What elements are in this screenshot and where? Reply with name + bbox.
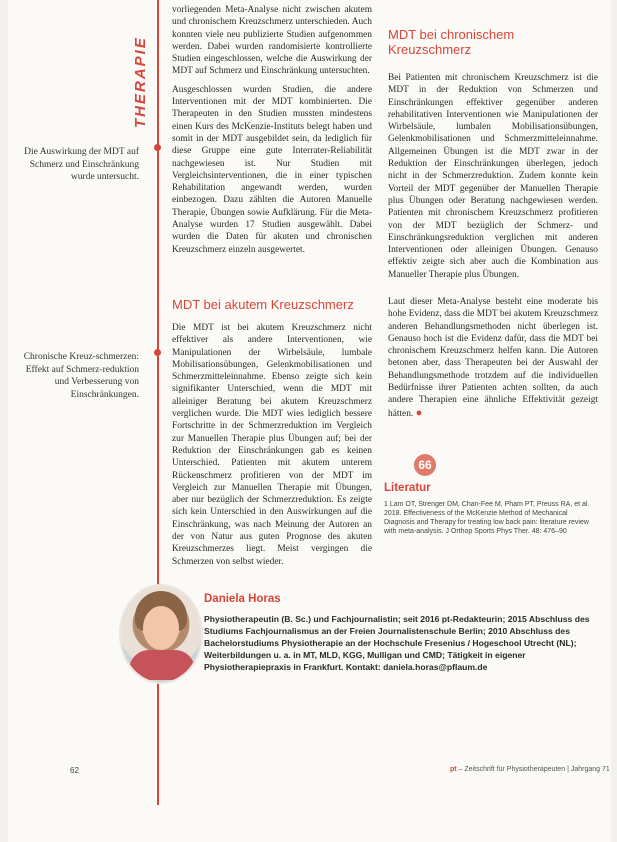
end-mark-icon: ● — [415, 406, 423, 419]
journal-text: – Zeitschrift für Physiotherapeuten | Jahrgang 71 — [458, 766, 610, 773]
author-box — [186, 593, 596, 691]
section-heading: MDT bei chronischem Kreuzschmerz — [388, 27, 515, 57]
margin-note: Chronische Kreuz-schmerzen: Effekt auf Schmerz-reduktion und Verbesserung von Einschränkungen. — [23, 352, 139, 400]
paragraph — [388, 296, 598, 420]
page-number: 62 — [70, 766, 79, 775]
literature-reference: 1 Lam OT, Strenger DM, Chan-Fee M, Pham PT, Preuss RA, et al. 2018. Effectiveness of the McKenzie Method of Mechanical Diagnosis and Therapy for treating low back pain: literature review with meta-analysis. J Orthop Sports Phys Ther. 48: 476–90 — [384, 501, 590, 535]
left-column-continued — [172, 322, 372, 574]
quote-icon: 66 — [414, 454, 436, 476]
left-column — [172, 4, 372, 262]
section-heading: MDT bei akutem Kreuzschmerz — [172, 297, 354, 312]
section-tag: THERAPIE — [132, 36, 149, 128]
journal-footer — [450, 766, 610, 773]
margin-note-marker — [154, 349, 161, 356]
paragraph: Ausgeschlossen wurden Studien, die andere Interventionen mit der MDT kombinierten. Die Therapeuten in den Studien mussten mindestens einen Kurs des McKenzie-Instituts belegt haben und somit in der MDT ausgebildet sein, da lediglich für diese Gruppe eine gute Interrater-Reliabilität nachgewiesen ist. Nur Studien mit Vergleichsinterventionen, die in einer typischen Rehabilitation angewandt werden, wurden einbezogen. Dazu zählten die Autoren Manuelle Therapie, Übungen sowie Aufklärung. Für die Meta-Analyse wurden 17 Studien ausgewählt. Dabei wurden die Daten für akuten und chronischen Kreuzschmerz einzeln ausgewertet. — [172, 84, 372, 255]
paragraph: vorliegenden Meta-Analyse nicht zwischen akutem und chronischem Kreuzschmerz unterschieden. Auch konnten viele neu publizierte Studien aufgenommen werden. Dabei wurden randomisierte kontrollierte Studien eingeschlossen, welche die Auswirkung der MDT auf Schmerz und Einschränkung untersuchten. — [172, 5, 372, 77]
right-column — [388, 72, 598, 287]
margin-note-marker — [154, 144, 161, 151]
paragraph: Bei Patienten mit chronischem Kreuzschmerz ist die MDT in der Reduktion von Schmerzen und Einschränkungen effektiver gegenüber anderen rehabilitativen Interventionen wie Manipulationen der Wirbelsäule, lumbalen Mobilisationsübungen, Gelenkmobilisationen und Schmerzmitteleinnahme. Allgemeinen Übungen ist die MDT zwar in der Reduktion der Einschränkungen überlegen, jedoch nicht in der Schmerzreduktion. Zudem konnte kein Vorteil der MDT gegenüber der Manuellen Therapie plus Übungen oder Beratung nachgewiesen werden. Patienten mit chronischem Kreuzschmerz profitieren von der MDT bezüglich der Schmerz- und Einschränkungsreduktion verglichen mit anderen Interventionen oder alleinigen Übungen. Genauso effektiv zeigte sich aber auch die Kombination aus Manueller Therapie plus Übungen. — [388, 73, 598, 280]
journal-prefix: pt — [450, 766, 457, 773]
margin-note: Die Auswirkung der MDT auf Schmerz und Einschränkung wurde untersucht. — [24, 147, 139, 182]
paragraph-text: Laut dieser Meta-Analyse besteht eine moderate bis hohe Evidenz, dass die MDT bei akutem Kreuzschmerz anderen Behandlungsmethoden nicht überlegen ist. Genauso hoch ist die Evidenz dafür, dass die MDT bei chronischem Kreuzschmerz helfen kann. Die Autoren betonen aber, dass Therapeuten bei der Auswahl der Behandlungsmethode trotzdem auf die individuellen Bedürfnisse ihrer Patienten achten sollten, da auch andere Therapien eine ähnliche Effektivität gezeigt hätten. — [388, 297, 598, 419]
right-column-conclusion — [388, 296, 598, 426]
literature-title: Literatur — [384, 482, 431, 494]
author-name: Daniela Horas — [204, 593, 281, 605]
author-bio: Physiotherapeutin (B. Sc.) und Fachjournalistin; seit 2016 pt-Redakteurin; 2015 Abschluss des Studiums Fachjournalismus an der Freien Journalistenschule Berlin; 2010 Abschluss des Bachelorstudiums Physiotherapie an der Hochschule Fresenius / Hogeschool Utrecht (NL); Weiterbildungen u. a. in MT, MLD, KGG, Mulligan und CMD; Tätigkeit in eigener Physiotherapiepraxis in Frankfurt. Kontakt: daniela.horas@pflaum.de — [204, 614, 590, 672]
avatar-face — [143, 606, 179, 650]
paragraph: Die MDT ist bei akutem Kreuzschmerz nicht effektiver als andere Interventionen, wie Manipulationen der Wirbelsäule, lumbale Mobilisationsübungen, Gelenkmobilisationen und Schmerzmitteleinnahme. Ebenso zeigte sich kein signifikanter Unterschied, wenn die MDT mit alleiniger Beratung bei akutem Kreuzschmerz verglichen wurde. Die MDT wies lediglich bessere Fortschritte in der Schmerzreduktion im Vergleich zur Manuellen Therapie plus Übungen auf; bei der Reduktion der Einschränkungen gab es keinen Unterschied. Patienten mit akutem unterem Rückenschmerz profitieren von der MDT im Vergleich zur Manuellen Therapie mit Übungen, aber nur bezüglich der Schmerzreduktion. Es zeigte sich kein Unterschied in den Auswirkungen auf die Einschränkung, was nach Meinung der Autoren an der von Natur aus guten Prognose des akuten Kreuzschmerzes liegt. Meist vergingen die Schmerzen von selbst wieder. — [172, 323, 372, 567]
